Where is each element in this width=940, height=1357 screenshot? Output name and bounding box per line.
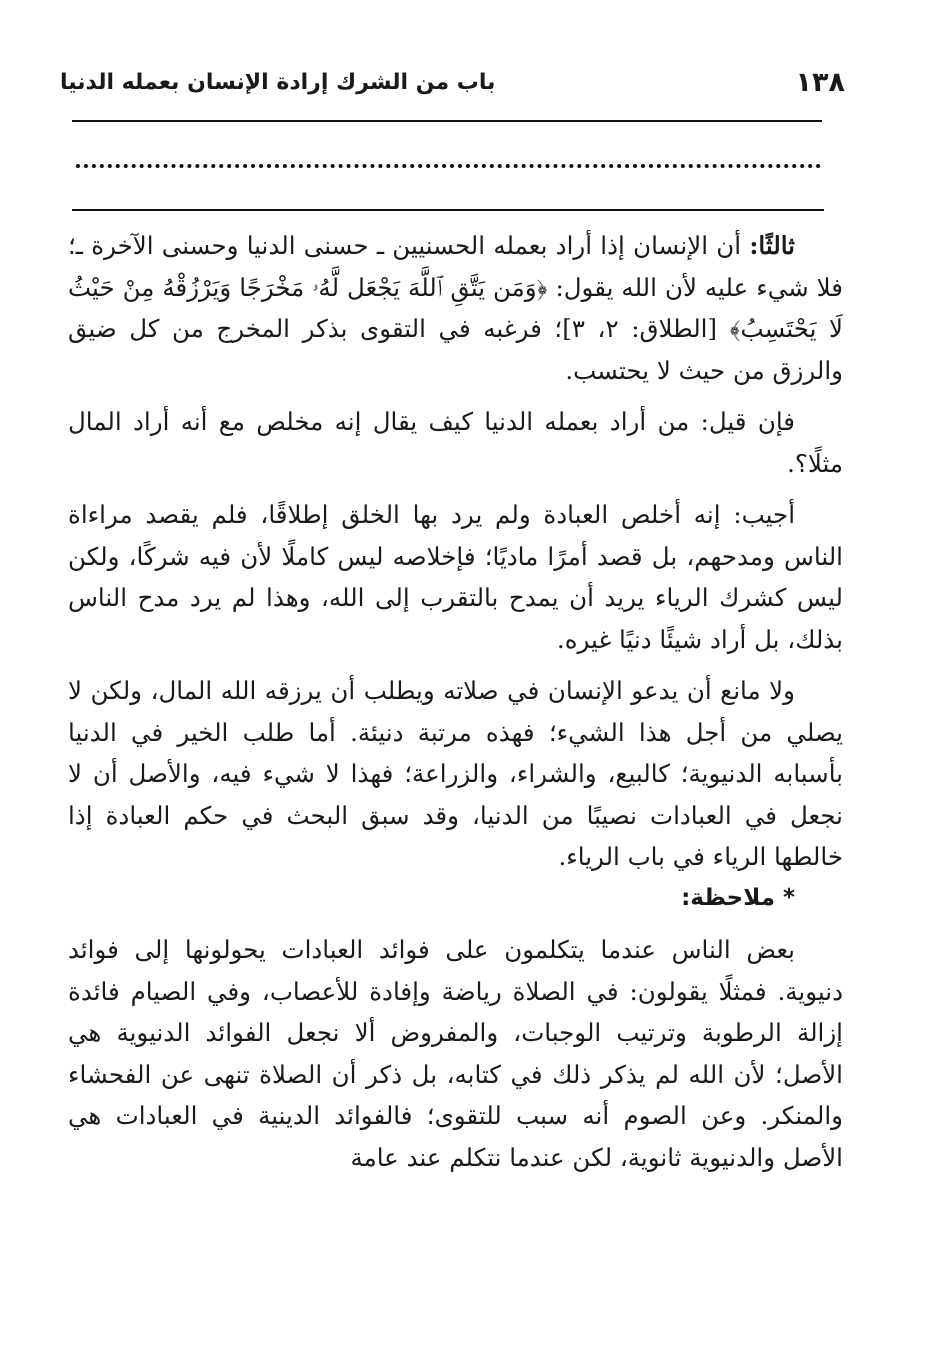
main-text xyxy=(68,225,843,1178)
page-header xyxy=(60,62,845,102)
paragraph-answer xyxy=(68,494,843,660)
paragraph-note xyxy=(68,929,843,1178)
page-number: ١٣٨ xyxy=(795,66,845,98)
paragraph-thirdly xyxy=(68,225,843,391)
paragraph-body: أجيب: إنه أخلص العبادة ولم يرد بها الخلق إطلاقًا، فلم يقصد مراءاة الناس ومدحهم، بل قصد أمرًا ماديًا؛ فإخلاصه ليس كاملًا لأن فيه شركًا، ولكن ليس كشرك الرياء يريد أن يمدح بالتقرب إلى الله، وهذا لم يرد مدح الناس بذلك، بل أراد شيئًا دنيًا غيره. xyxy=(68,500,843,654)
paragraph-no-objection xyxy=(68,670,843,878)
section-rule xyxy=(72,209,824,211)
running-title: باب من الشرك إرادة الإنسان بعمله الدنيا xyxy=(60,69,496,95)
paragraph-body: أن الإنسان إذا أراد بعمله الحسنيين ـ حسنى الدنيا وحسنى الآخرة ـ؛ فلا شيء عليه لأن الله يقول: ﴿وَمَن يَتَّقِ ٱللَّهَ يَجْعَل لَّهُۥ مَخْرَجًا وَيَرْزُقْهُ مِنْ حَيْثُ لَا يَحْتَسِبُ﴾ [الطلاق: ٢، ٣]؛ فرغبه في التقوى بذكر المخرج من كل ضيق والرزق من حيث لا يحتسب. xyxy=(68,231,844,385)
note-heading-text: ملاحظة: xyxy=(681,884,775,911)
star-marker: * xyxy=(782,884,795,911)
note-heading xyxy=(68,878,843,920)
paragraph-lead: ثالثًا: xyxy=(749,231,795,260)
paragraph-question xyxy=(68,401,843,484)
paragraph-body: ولا مانع أن يدعو الإنسان في صلاته ويطلب أن يرزقه الله المال، ولكن لا يصلي من أجل هذا الشيء؛ فهذه مرتبة دنيئة. أما طلب الخير في الدنيا بأسبابه الدنيوية؛ كالبيع، والشراء، والزراعة؛ فهذا لا شيء فيه، والأصل أن لا نجعل في العبادات نصيبًا من الدنيا، وقد سبق البحث في حكم العبادة إذا خالطها الرياء في باب الرياء. xyxy=(68,676,843,871)
header-rule xyxy=(72,120,822,122)
paragraph-body: فإن قيل: من أراد بعمله الدنيا كيف يقال إنه مخلص مع أنه أراد المال مثلًا؟. xyxy=(68,407,843,478)
paragraph-body: بعض الناس عندما يتكلمون على فوائد العبادات يحولونها إلى فوائد دنيوية. فمثلًا يقولون: في الصلاة رياضة وإفادة للأعصاب، وفي الصيام فائدة إزالة الرطوبة وترتيب الوجبات، والمفروض ألا نجعل الفوائد الدنيوية هي الأصل؛ لأن الله لم يذكر ذلك في كتابه، بل ذكر أن الصلاة تنهى عن الفحشاء والمنكر. وعن الصوم أنه سبب للتقوى؛ فالفوائد الدينية في العبادات هي الأصل والدنيوية ثانوية، لكن عندما نتكلم عند عامة xyxy=(68,935,843,1172)
dotted-separator xyxy=(76,154,821,168)
